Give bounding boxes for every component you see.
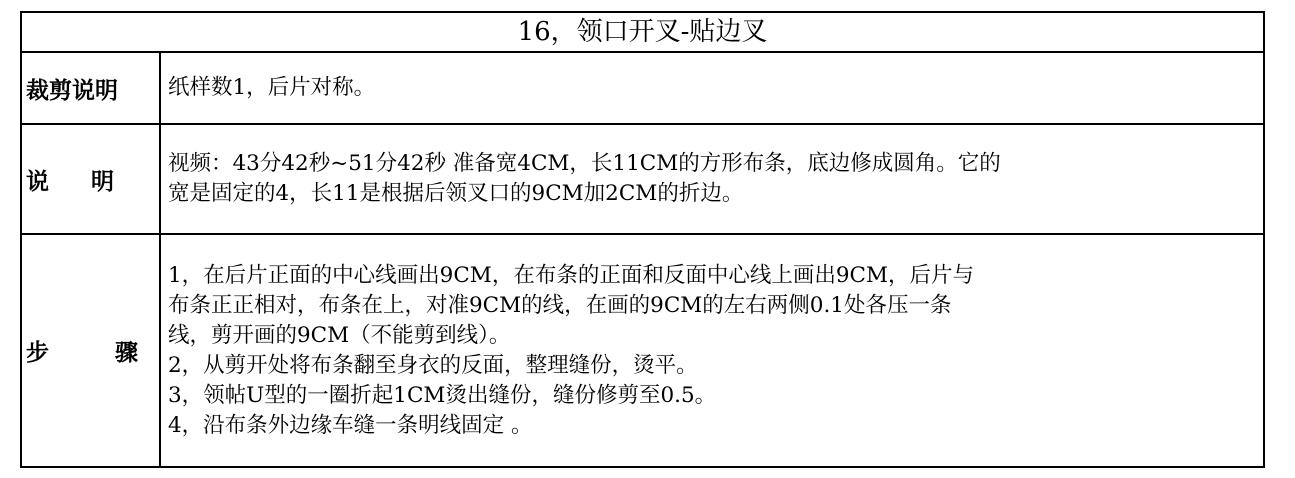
cutting-label: 裁剪说明 (21, 52, 160, 124)
step-line: 线，剪开画的9CM（不能剪到线）。 (168, 322, 511, 348)
description-row (21, 124, 1264, 234)
description-label (21, 124, 160, 234)
steps-label-part-1: 步 (26, 340, 49, 366)
cutting-content: 纸样数1，后片对称。 (160, 52, 1264, 124)
step-line: 4，沿布条外边缘车缝一条明线固定 。 (168, 412, 533, 438)
steps-label-part-2: 骤 (115, 340, 138, 366)
steps-content (160, 234, 1264, 467)
instruction-table (20, 11, 1265, 468)
steps-label (21, 234, 160, 467)
step-line: 1，在后片正面的中心线画出9CM，在布条的正面和反面中心线上画出9CM，后片与 (168, 262, 974, 288)
description-label-part-1: 说 (26, 168, 49, 195)
title-row (21, 12, 1264, 52)
step-line: 3，领帖U型的一圈折起1CM烫出缝份，缝份修剪至0.5。 (168, 382, 717, 408)
description-label-part-2: 明 (91, 168, 114, 195)
description-content (160, 124, 1264, 234)
description-line: 视频：43分42秒~51分42秒 准备宽4CM，长11CM的方形布条，底边修成圆角。它的 (168, 151, 1001, 176)
description-line: 宽是固定的4，长11是根据后领叉口的9CM加2CM的折边。 (168, 181, 744, 206)
step-line: 布条正正相对，布条在上，对准9CM的线，在画的9CM的左右两侧0.1处各压一条 (168, 292, 952, 318)
steps-row (21, 234, 1264, 467)
table-title: 16，领口开叉-贴边叉 (21, 12, 1264, 52)
step-line: 2，从剪开处将布条翻至身衣的反面，整理缝份，烫平。 (168, 352, 698, 378)
cutting-row (21, 52, 1264, 124)
